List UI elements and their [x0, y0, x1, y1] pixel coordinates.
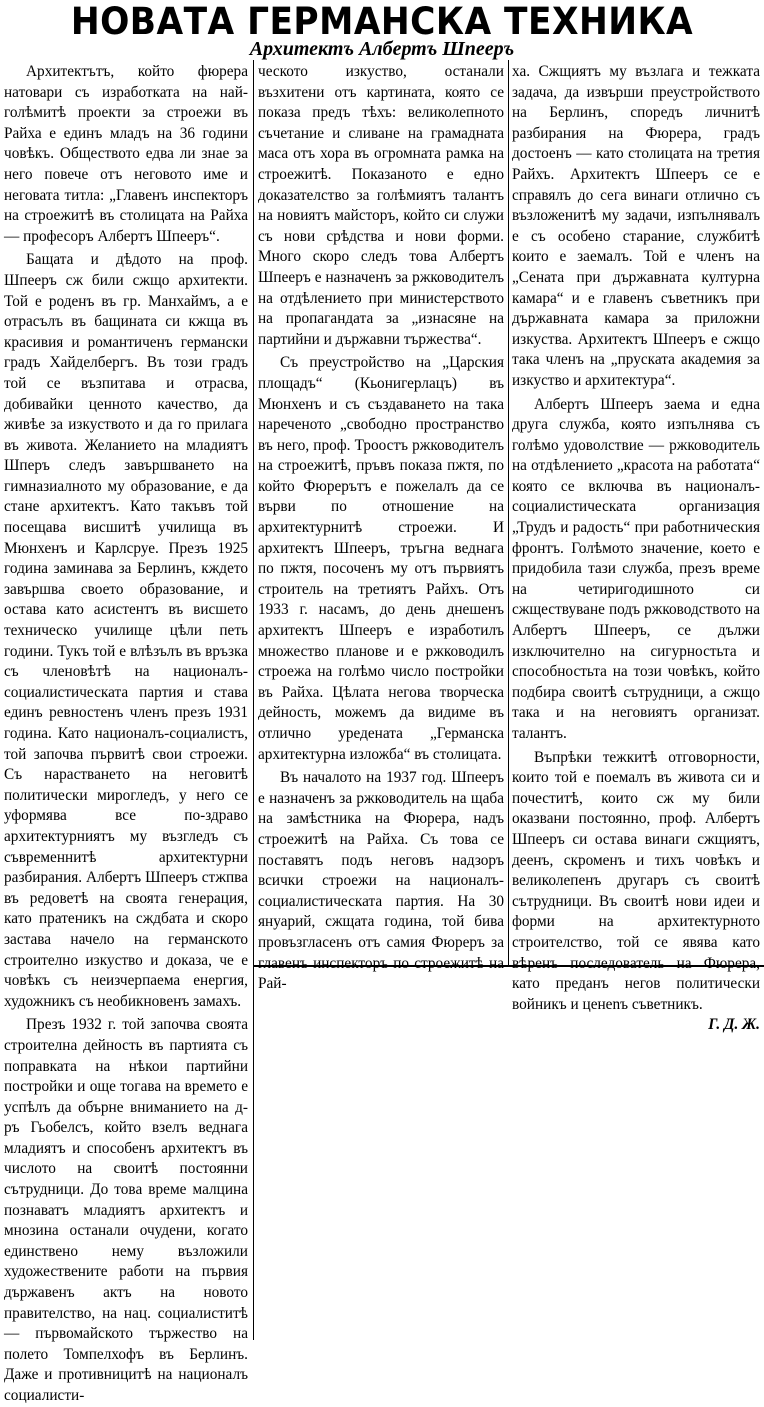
paragraph: Архитектътъ, който фюрера натовари съ изработката на най-голѣмитѣ проекти за строежи въ Райха е единъ младъ на 36 години човѣкъ. Обществото едва ли знае за него повече отъ неговото име и неговата титла: „Главенъ инспекторъ на строежитѣ въ столицата на Райха — професоръ Албертъ Шпееръ“. — [4, 63, 248, 245]
paragraph: ха. Сжщиятъ му възлага и тежката задача, да извърши преустройството на Берлинъ, споредъ личнитѣ разбирания на Фюрера, градъ достоенъ — като столицата на третия Райхъ. Архитектъ Шпееръ се е справялъ до сега винаги отлично съ възложенитѣ му задачи, изпълнявалъ е съ особено старание, службитѣ които е заемалъ. Той е членъ на „Сената при държавната културна камара“ и е главенъ съветникъ при държавната камара за приложни изкуства. Архитектъ Шпееръ е сжщо така членъ на „пруската академия за изкуство и архитектура“. — [512, 63, 760, 389]
paragraph: Въпрѣки тежкитѣ отговорности, които той е поемалъ въ живота си и почеститѣ, които сж му били оказвани постоянно, проф. Албертъ Шпееръ си остава винаги сжщиятъ, деенъ, скроменъ и тихъ човѣкъ и великолепенъ другаръ съ своитѣ сътрудници. Въ своитѣ нови идеи и форми на архитектурното строителство, той се явява като вѣренъ последователь на Фюрера, като преданъ негов политически войникъ и ценenъ съветникъ. — [512, 748, 760, 1013]
column-1 — [4, 62, 248, 1404]
paragraph: Албертъ Шпееръ заема и една друга служба, която изпълнява съ голѣмо удоволствие — ржководитель на отдѣлението „красота на работата“ която се включва въ националъ-социалистическата организация „Трудъ и радость“ при работническия фронтъ. Голѣмото значение, което е придобила тази служба, презъ време на четиригодишното си сжществуване подъ ржководството на Албертъ Шпееръ, се дължи изключително на сигурностьта и способностьта на този човѣкъ, който подбира своитѣ сътрудници, а сжщо така и на неговиятъ организат. талантъ. — [512, 395, 760, 742]
paragraph: Въ началото на 1937 год. Шпееръ е назначенъ за ржководитель на щаба на замѣстника на Фюрера, надъ строежитѣ на Райха. Съ това се поставятъ подъ неговъ надзоръ всички строежи на националъ-социалистическата партия. На 30 януарий, сжщата година, той бива провъзгласенъ отъ самия Фюреръ за главенъ инспекторъ по строежитѣ на Рай- — [258, 769, 504, 993]
headline: НОВАТА ГЕРМАНСКА ТЕХНИКА — [70, 0, 694, 43]
paragraph: ческото изкуство, останали възхитени отъ картината, която се показа предъ тѣхъ: великолепното съчетание и сливане на грамадната маса отъ хора въ огромната рамка на строежитѣ. Показаното е едно доказателство за голѣмиятъ талантъ на новиятъ майсторъ, който си служи съ нови срѣдства и нови форми. Много скоро следъ това Албертъ Шпееръ е назначенъ за ржководителъ на отдѣлението при министерството на пропагандата за „изнасяне на партийни и държавни тържества“. — [258, 63, 504, 348]
paragraph: Бащата и дѣдото на проф. Шпееръ сж били сжщо архитекти. Той е роденъ въ гр. Манхаймъ, а е отрасълъ въ бащината си кжща въ красивия и романтиченъ германски градъ Хайделбергъ. Въ този градъ той се възпитава и отрасва, добивайки ценното качество, да живѣе за изкуството и да го прилага въ живота. Желанието на младиятъ Шперъ следъ завършването на гимназиалното му образование, е да стане архитектъ. Като такъвъ той посещава висшитѣ училища въ Мюнхенъ и Карлсруе. Презъ 1925 година заминава за Берлинъ, кждето завършва своето образование, и остава като асистентъ въ висшето техническо училище цѣли петь години. Тукъ той е влѣзълъ въ връзка съ членовѣтѣ на националъ-социалистическата партия и става единъ ревностенъ членъ презъ 1931 година. Като националъ-социалистъ, той започва първитѣ свои строежи. Съ нарастването на неговитѣ политически мирогледъ, у него се уформява все по-здраво архитектурниятъ му възгледъ съ съвременнитѣ архитектурни разбирания. Албертъ Шпееръ стжпва въ редоветѣ на своята генерация, като пратеникъ на сждбата и скоро застава начело на германското строително изкуство и доказа, че е човѣкъ съ неизчерпаема енергия, художникъ съ необикновенъ замахъ. — [4, 251, 248, 1010]
column-2 — [258, 62, 504, 993]
column-rule-1 — [253, 60, 254, 1340]
paragraph: Презъ 1932 г. той започва своята строителна дейность въ партията съ поправката на нѣкои партийни постройки и още тогава на времето е успѣлъ да обърне вниманието на д-ръ Гьобелсъ, който взелъ веднага младиятъ и способенъ архитектъ въ числото на своитѣ постоянни сътрудници. До това време малцина познаватъ младиятъ архитектъ и мнозина останали очудени, когато единствено нему възложили художествените работи на първия държавенъ актъ на новото правителство, на нац. социалиститѣ — първомайското тържество на полето Томпелхофъ въ Берлинъ. Даже и противницитѣ на националъ социалисти- — [4, 1016, 248, 1404]
column-rule-2 — [508, 60, 509, 966]
author-signature: Г. Д. Ж. — [708, 1016, 760, 1034]
subheadline: Архитектъ Албертъ Шпееръ — [249, 38, 515, 60]
column-3 — [512, 62, 760, 1034]
paragraph: Съ преустройство на „Царския площадъ“ (Кьонигерлацъ) въ Мюнхенъ и съ създаването на така нареченото „свободно пространство въ него, проф. Троостъ ржководителъ на строежитѣ, пръвъ показа пжтя, по който Фюрерътъ е пожелалъ да се върви по отношение на архитектурнитѣ строежи. И архитектъ Шпееръ, тръгна веднага по пжтя, посоченъ му отъ първиятъ строитель на третиятъ Райхъ. Отъ 1933 г. насамъ, до день днешенъ архитектъ Шпееръ е изработилъ множество планове и е ржководилъ строежа на голѣмо число постройки въ Райха. Цѣлата негова творческа дейность, можемъ да видиме въ отлично уредената „Германска архитектурна изложба“ въ столицата. — [258, 354, 504, 763]
